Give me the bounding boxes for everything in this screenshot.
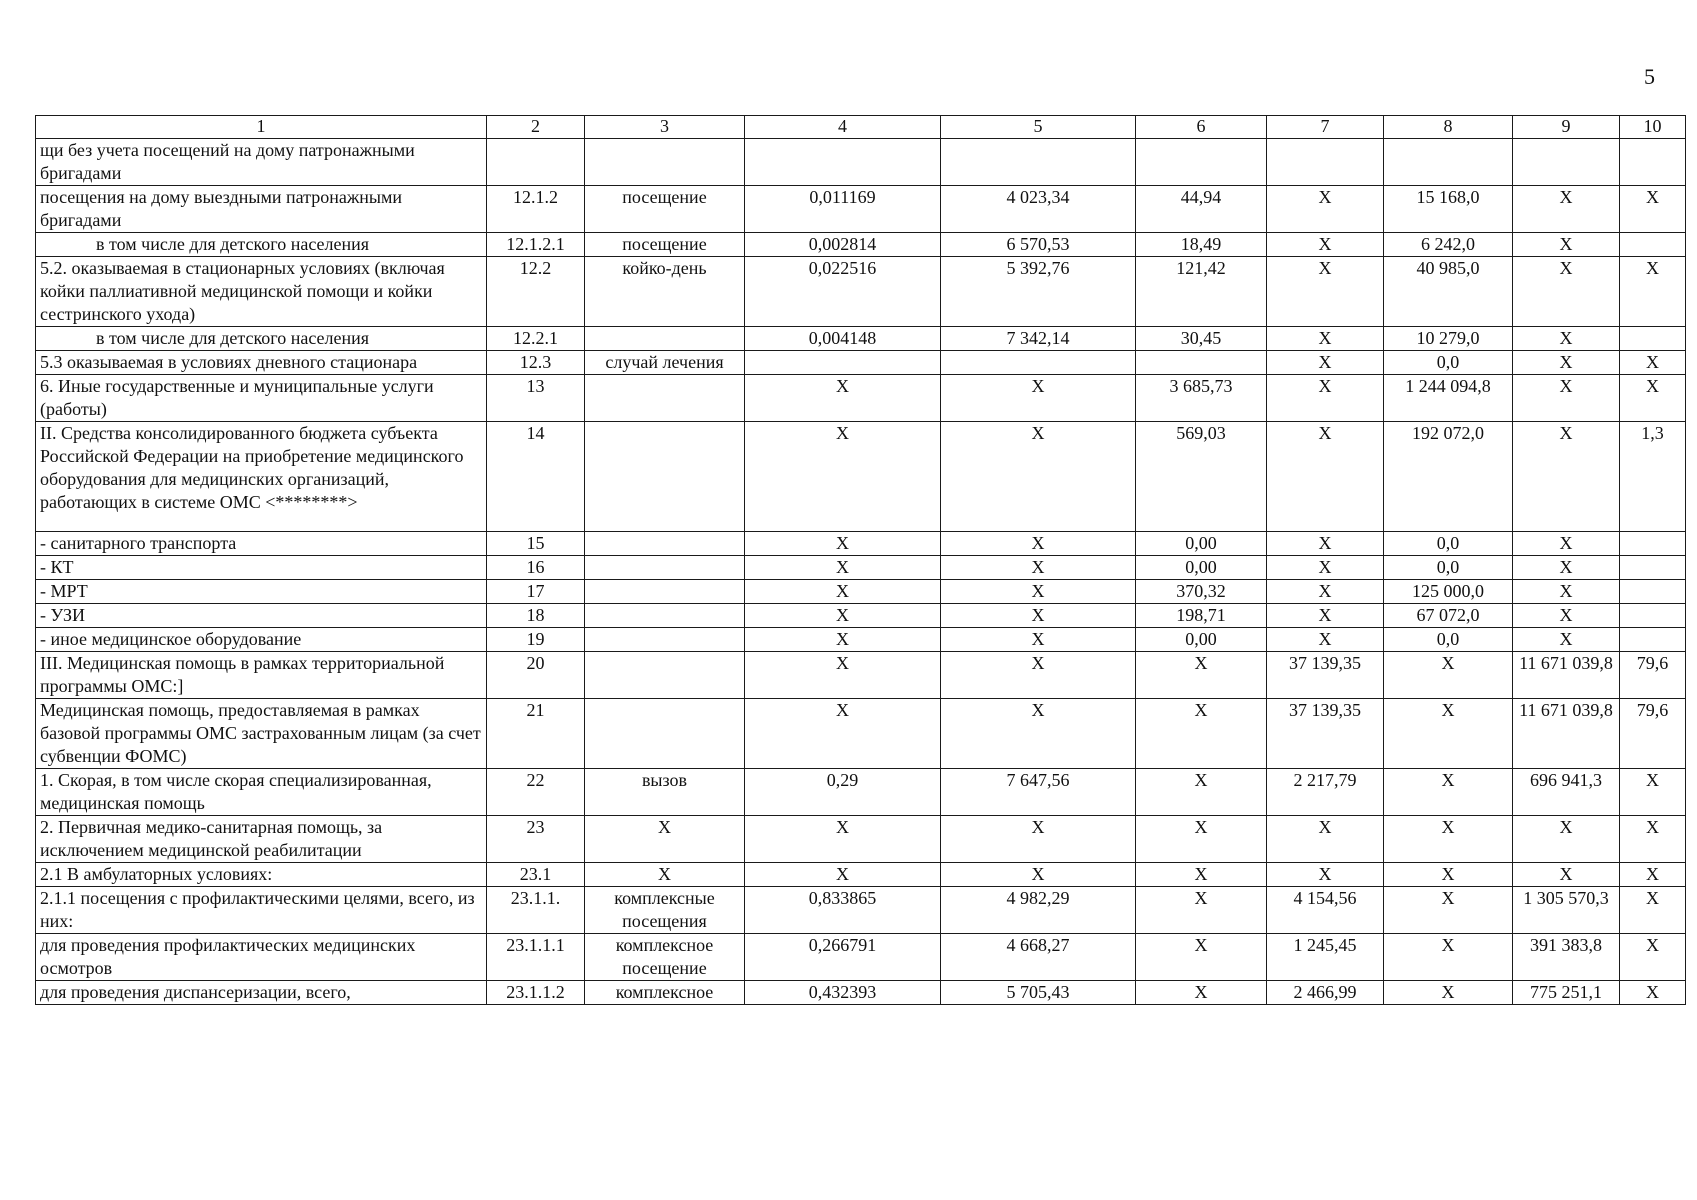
row-per-capita-budget: Х	[1136, 934, 1267, 981]
row-volume: Х	[745, 863, 941, 887]
row-total-budget: Х	[1384, 934, 1513, 981]
row-code: 23.1.1.2	[487, 981, 585, 1005]
row-per-capita-oms: Х	[1267, 351, 1384, 375]
row-name: II. Средства консолидированного бюджета субъекта Российской Федерации на приобретение медицинского оборудования для медицинских организаций, работающих в системе ОМС <********>	[36, 422, 487, 532]
row-percent: Х	[1620, 375, 1686, 422]
row-unit: случай лечения	[585, 351, 745, 375]
row-percent: Х	[1620, 186, 1686, 233]
row-cost: Х	[941, 532, 1136, 556]
row-per-capita-oms: Х	[1267, 233, 1384, 257]
row-per-capita-oms: Х	[1267, 816, 1384, 863]
row-percent	[1620, 580, 1686, 604]
row-total-budget: Х	[1384, 652, 1513, 699]
row-volume	[745, 351, 941, 375]
row-percent	[1620, 628, 1686, 652]
row-percent	[1620, 532, 1686, 556]
table-row	[36, 816, 1686, 863]
row-code: 17	[487, 580, 585, 604]
row-code: 12.1.2.1	[487, 233, 585, 257]
row-code	[487, 139, 585, 186]
row-volume: 0,266791	[745, 934, 941, 981]
row-name: - КТ	[36, 556, 487, 580]
row-per-capita-budget: 44,94	[1136, 186, 1267, 233]
row-name: 2.1.1 посещения с профилактическими целями, всего, из них:	[36, 887, 487, 934]
row-code: 16	[487, 556, 585, 580]
row-name: в том числе для детского населения	[36, 233, 487, 257]
row-per-capita-budget: 3 685,73	[1136, 375, 1267, 422]
row-code: 18	[487, 604, 585, 628]
row-total-oms: Х	[1513, 556, 1620, 580]
row-per-capita-budget: 198,71	[1136, 604, 1267, 628]
row-unit	[585, 628, 745, 652]
row-cost	[941, 351, 1136, 375]
table-row	[36, 233, 1686, 257]
row-name: 5.2. оказываемая в стационарных условиях (включая койки паллиативной медицинской помощи и койки сестринского ухода)	[36, 257, 487, 327]
column-header: 1	[36, 116, 487, 139]
row-total-budget: Х	[1384, 863, 1513, 887]
row-total-oms: 11 671 039,8	[1513, 699, 1620, 769]
row-unit	[585, 532, 745, 556]
row-total-oms: 1 305 570,3	[1513, 887, 1620, 934]
row-per-capita-oms: 1 245,45	[1267, 934, 1384, 981]
row-per-capita-budget: 569,03	[1136, 422, 1267, 532]
column-header: 4	[745, 116, 941, 139]
table-row	[36, 375, 1686, 422]
row-cost: 4 982,29	[941, 887, 1136, 934]
row-volume: Х	[745, 422, 941, 532]
row-percent	[1620, 139, 1686, 186]
row-per-capita-budget: 30,45	[1136, 327, 1267, 351]
row-per-capita-budget: 0,00	[1136, 628, 1267, 652]
row-name: в том числе для детского населения	[36, 327, 487, 351]
row-volume: Х	[745, 556, 941, 580]
table-row	[36, 351, 1686, 375]
column-header: 10	[1620, 116, 1686, 139]
row-unit: Х	[585, 816, 745, 863]
page-number: 5	[1644, 64, 1655, 89]
row-total-oms: Х	[1513, 628, 1620, 652]
row-per-capita-oms	[1267, 139, 1384, 186]
row-total-oms: Х	[1513, 351, 1620, 375]
row-per-capita-budget	[1136, 139, 1267, 186]
row-volume: 0,011169	[745, 186, 941, 233]
row-volume: 0,833865	[745, 887, 941, 934]
row-total-oms: Х	[1513, 186, 1620, 233]
row-per-capita-oms: Х	[1267, 327, 1384, 351]
row-volume: 0,002814	[745, 233, 941, 257]
row-total-budget: 67 072,0	[1384, 604, 1513, 628]
row-total-oms: Х	[1513, 604, 1620, 628]
row-total-budget: 125 000,0	[1384, 580, 1513, 604]
row-per-capita-budget	[1136, 351, 1267, 375]
table-row	[36, 934, 1686, 981]
row-per-capita-oms: Х	[1267, 422, 1384, 532]
row-code: 12.2.1	[487, 327, 585, 351]
row-name: посещения на дому выездными патронажными бригадами	[36, 186, 487, 233]
row-per-capita-budget: 0,00	[1136, 532, 1267, 556]
row-unit: комплексные посещения	[585, 887, 745, 934]
row-per-capita-budget: Х	[1136, 816, 1267, 863]
row-per-capita-oms: 2 466,99	[1267, 981, 1384, 1005]
row-volume: 0,29	[745, 769, 941, 816]
column-header: 8	[1384, 116, 1513, 139]
row-total-budget: 15 168,0	[1384, 186, 1513, 233]
row-per-capita-budget: Х	[1136, 981, 1267, 1005]
row-per-capita-oms: Х	[1267, 257, 1384, 327]
row-name: 2. Первичная медико-санитарная помощь, за исключением медицинской реабилитации	[36, 816, 487, 863]
row-cost: Х	[941, 375, 1136, 422]
row-cost: 4 023,34	[941, 186, 1136, 233]
row-per-capita-budget: Х	[1136, 863, 1267, 887]
row-code: 13	[487, 375, 585, 422]
row-unit	[585, 327, 745, 351]
row-cost: 4 668,27	[941, 934, 1136, 981]
row-total-budget: Х	[1384, 981, 1513, 1005]
column-header: 9	[1513, 116, 1620, 139]
data-table	[35, 115, 1686, 1005]
row-volume: Х	[745, 628, 941, 652]
row-cost: 6 570,53	[941, 233, 1136, 257]
row-per-capita-oms: Х	[1267, 604, 1384, 628]
row-code: 23	[487, 816, 585, 863]
row-unit: койко-день	[585, 257, 745, 327]
row-per-capita-oms: 37 139,35	[1267, 699, 1384, 769]
table-row	[36, 580, 1686, 604]
row-name: 2.1 В амбулаторных условиях:	[36, 863, 487, 887]
row-percent: Х	[1620, 816, 1686, 863]
table-row	[36, 556, 1686, 580]
row-name: для проведения профилактических медицинских осмотров	[36, 934, 487, 981]
row-unit	[585, 556, 745, 580]
row-name: - санитарного транспорта	[36, 532, 487, 556]
row-cost: Х	[941, 863, 1136, 887]
row-volume: Х	[745, 375, 941, 422]
row-code: 12.3	[487, 351, 585, 375]
row-cost: Х	[941, 580, 1136, 604]
row-total-oms: Х	[1513, 257, 1620, 327]
row-per-capita-budget: 18,49	[1136, 233, 1267, 257]
row-cost: Х	[941, 628, 1136, 652]
row-per-capita-budget: 121,42	[1136, 257, 1267, 327]
row-per-capita-oms: Х	[1267, 186, 1384, 233]
row-name: 1. Скорая, в том числе скорая специализированная, медицинская помощь	[36, 769, 487, 816]
row-code: 22	[487, 769, 585, 816]
row-total-budget	[1384, 139, 1513, 186]
row-total-oms: 775 251,1	[1513, 981, 1620, 1005]
row-total-budget: Х	[1384, 887, 1513, 934]
row-total-oms: Х	[1513, 233, 1620, 257]
row-percent: 79,6	[1620, 652, 1686, 699]
row-percent: Х	[1620, 769, 1686, 816]
row-per-capita-oms: Х	[1267, 556, 1384, 580]
row-percent: 1,3	[1620, 422, 1686, 532]
row-total-oms: Х	[1513, 422, 1620, 532]
row-percent: 79,6	[1620, 699, 1686, 769]
row-percent: Х	[1620, 351, 1686, 375]
row-unit: вызов	[585, 769, 745, 816]
row-total-budget: 40 985,0	[1384, 257, 1513, 327]
row-volume: 0,004148	[745, 327, 941, 351]
table-row	[36, 532, 1686, 556]
row-per-capita-budget: 370,32	[1136, 580, 1267, 604]
row-name: - УЗИ	[36, 604, 487, 628]
row-total-oms: Х	[1513, 816, 1620, 863]
row-percent: Х	[1620, 981, 1686, 1005]
column-header: 2	[487, 116, 585, 139]
row-volume: Х	[745, 816, 941, 863]
row-unit	[585, 580, 745, 604]
row-cost: Х	[941, 556, 1136, 580]
table-row	[36, 257, 1686, 327]
row-total-oms: Х	[1513, 580, 1620, 604]
table-row	[36, 769, 1686, 816]
row-total-oms: Х	[1513, 375, 1620, 422]
row-percent	[1620, 604, 1686, 628]
row-unit	[585, 699, 745, 769]
row-cost	[941, 139, 1136, 186]
table-row	[36, 604, 1686, 628]
row-code: 15	[487, 532, 585, 556]
table-row	[36, 186, 1686, 233]
row-percent	[1620, 233, 1686, 257]
row-unit	[585, 652, 745, 699]
row-volume: Х	[745, 604, 941, 628]
row-per-capita-oms: Х	[1267, 580, 1384, 604]
row-code: 23.1.1.1	[487, 934, 585, 981]
row-unit: комплексное	[585, 981, 745, 1005]
row-unit	[585, 422, 745, 532]
table-row	[36, 887, 1686, 934]
row-total-budget: Х	[1384, 699, 1513, 769]
row-total-budget: 1 244 094,8	[1384, 375, 1513, 422]
row-per-capita-budget: Х	[1136, 652, 1267, 699]
row-code: 12.2	[487, 257, 585, 327]
row-cost: Х	[941, 816, 1136, 863]
column-header: 5	[941, 116, 1136, 139]
row-volume	[745, 139, 941, 186]
row-percent: Х	[1620, 863, 1686, 887]
row-cost: Х	[941, 652, 1136, 699]
row-total-oms: Х	[1513, 863, 1620, 887]
table-row	[36, 628, 1686, 652]
row-unit	[585, 604, 745, 628]
row-total-oms: Х	[1513, 327, 1620, 351]
row-total-budget: 0,0	[1384, 628, 1513, 652]
column-header: 7	[1267, 116, 1384, 139]
row-per-capita-oms: 4 154,56	[1267, 887, 1384, 934]
row-total-budget: 10 279,0	[1384, 327, 1513, 351]
row-per-capita-oms: 2 217,79	[1267, 769, 1384, 816]
table-row	[36, 699, 1686, 769]
table-row	[36, 863, 1686, 887]
row-per-capita-oms: Х	[1267, 628, 1384, 652]
row-name: III. Медицинская помощь в рамках территориальной программы ОМС:]	[36, 652, 487, 699]
column-header: 6	[1136, 116, 1267, 139]
row-total-oms: Х	[1513, 532, 1620, 556]
row-per-capita-oms: Х	[1267, 375, 1384, 422]
row-percent: Х	[1620, 934, 1686, 981]
row-total-oms: 391 383,8	[1513, 934, 1620, 981]
row-name: 5.3 оказываемая в условиях дневного стационара	[36, 351, 487, 375]
row-cost: 5 705,43	[941, 981, 1136, 1005]
row-volume: Х	[745, 580, 941, 604]
header-row	[36, 116, 1686, 139]
row-code: 21	[487, 699, 585, 769]
row-volume: Х	[745, 652, 941, 699]
row-percent	[1620, 556, 1686, 580]
row-per-capita-budget: Х	[1136, 699, 1267, 769]
table-row	[36, 652, 1686, 699]
row-cost: Х	[941, 604, 1136, 628]
row-cost: 7 647,56	[941, 769, 1136, 816]
row-cost: 5 392,76	[941, 257, 1136, 327]
row-code: 19	[487, 628, 585, 652]
row-name: щи без учета посещений на дому патронажными бригадами	[36, 139, 487, 186]
row-volume: Х	[745, 532, 941, 556]
row-unit: посещение	[585, 186, 745, 233]
row-per-capita-budget: 0,00	[1136, 556, 1267, 580]
row-volume: 0,022516	[745, 257, 941, 327]
column-header: 3	[585, 116, 745, 139]
row-total-oms: 11 671 039,8	[1513, 652, 1620, 699]
row-unit: Х	[585, 863, 745, 887]
row-name: 6. Иные государственные и муниципальные услуги (работы)	[36, 375, 487, 422]
row-code: 23.1	[487, 863, 585, 887]
row-volume: 0,432393	[745, 981, 941, 1005]
table-row	[36, 139, 1686, 186]
row-volume: Х	[745, 699, 941, 769]
table-row	[36, 422, 1686, 532]
row-per-capita-oms: Х	[1267, 863, 1384, 887]
row-per-capita-oms: Х	[1267, 532, 1384, 556]
row-unit: посещение	[585, 233, 745, 257]
row-code: 14	[487, 422, 585, 532]
row-total-budget: Х	[1384, 816, 1513, 863]
row-name: Медицинская помощь, предоставляемая в рамках базовой программы ОМС застрахованным лицам (за счет субвенции ФОМС)	[36, 699, 487, 769]
row-name: для проведения диспансеризации, всего,	[36, 981, 487, 1005]
row-name: - иное медицинское оборудование	[36, 628, 487, 652]
table-row	[36, 327, 1686, 351]
row-cost: 7 342,14	[941, 327, 1136, 351]
row-total-oms: 696 941,3	[1513, 769, 1620, 816]
row-name: - МРТ	[36, 580, 487, 604]
row-percent	[1620, 327, 1686, 351]
row-percent: Х	[1620, 257, 1686, 327]
row-cost: Х	[941, 699, 1136, 769]
row-total-budget: 6 242,0	[1384, 233, 1513, 257]
row-unit: комплексное посещение	[585, 934, 745, 981]
row-cost: Х	[941, 422, 1136, 532]
row-total-oms	[1513, 139, 1620, 186]
row-code: 12.1.2	[487, 186, 585, 233]
row-total-budget: Х	[1384, 769, 1513, 816]
row-per-capita-budget: Х	[1136, 769, 1267, 816]
row-unit	[585, 375, 745, 422]
row-unit	[585, 139, 745, 186]
row-total-budget: 0,0	[1384, 556, 1513, 580]
row-per-capita-oms: 37 139,35	[1267, 652, 1384, 699]
row-code: 20	[487, 652, 585, 699]
row-code: 23.1.1.	[487, 887, 585, 934]
table-row	[36, 981, 1686, 1005]
row-total-budget: 192 072,0	[1384, 422, 1513, 532]
row-per-capita-budget: Х	[1136, 887, 1267, 934]
row-total-budget: 0,0	[1384, 351, 1513, 375]
row-percent: Х	[1620, 887, 1686, 934]
row-total-budget: 0,0	[1384, 532, 1513, 556]
